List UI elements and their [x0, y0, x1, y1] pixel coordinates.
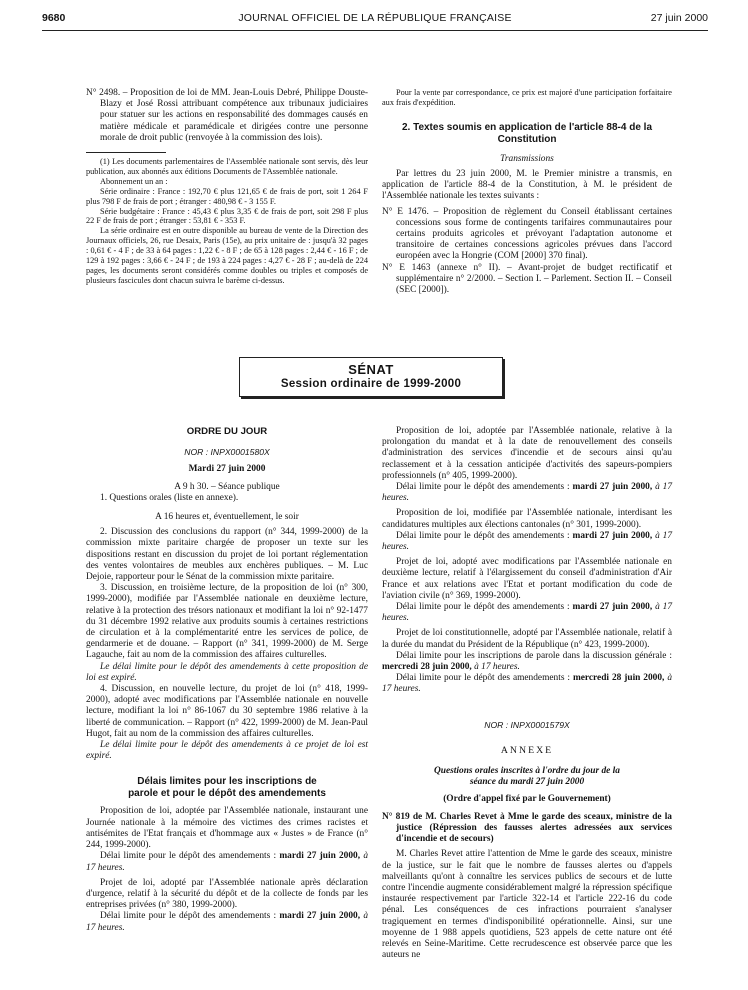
page-number: 9680: [42, 12, 66, 24]
footnote-rule: [86, 152, 166, 153]
header-date: 27 juin 2000: [650, 12, 708, 24]
soir-heading: A 16 heures et, éventuellement, le soir: [155, 512, 299, 523]
agenda-item-1: 1. Questions orales (liste en annexe).: [100, 492, 239, 503]
agenda-item-3-delai: Le délai limite pour le dépôt des amendements à cette proposition de loi est expiré.: [86, 661, 368, 683]
seance-publique: A 9 h 30. – Séance publique: [174, 481, 280, 492]
top-left-column: [86, 88, 368, 286]
transmissions-intro: Par lettres du 23 juin 2000, M. le Premier ministre a transmis, en application de l'article 88-4 de la Constitution, à M. le président de l'Assemblée nationale les textes suivants :: [382, 169, 672, 202]
item-e-1463: N° E 1463 (annexe n° II). – Avant-projet de budget rectificatif et supplémentaire n° 2/2000. – Section I. – Parlement. Section II. – Conseil (SEC [2000]).: [382, 262, 672, 296]
senat-title-box: [239, 357, 503, 397]
projet-air-france: Projet de loi, adopté avec modifications par l'Assemblée nationale en deuxième lecture, relatif à l'élargissement du conseil d'administration d'Air France et aux relations avec l'Etat et portant modification du code de l'aviation civile (n° 369, 1999-2000).: [382, 557, 672, 601]
annexe-nor: NOR : INPX0001579X: [484, 719, 570, 730]
ordre-du-jour-column: [86, 426, 368, 934]
delai-f2: Délai limite pour le dépôt des amendements : mercredi 28 juin 2000, à 17 heures.: [382, 673, 673, 695]
header-rule: [42, 30, 708, 31]
footnote-abonnement: Abonnement un an :: [100, 176, 168, 186]
ordre-appel: (Ordre d'appel fixé par le Gouvernement): [443, 794, 611, 805]
projet-mandat-president: Projet de loi constitutionnelle, adopté par l'Assemblée nationale, relatif à la durée du mandat du Président de la République (n° 423, 1999-2000).: [382, 628, 672, 650]
questions-orales-title: Questions orales inscrites à l'ordre du jour de la séance du mardi 27 juin 2000: [434, 766, 620, 788]
top-right-column: [382, 88, 672, 296]
footnote-vente: La série ordinaire est en outre disponible au bureau de vente de la Direction des Journaux officiels, 26, rue Desaix, Paris (15e), au prix unitaire de : jusqu'à 32 pages : 0,61 € - 4 F ; de 33 à 64 pages : 1,22 € - 8 F ; de 65 à 128 pages : 2,44 € - 16 F ; de 129 à 192 pages : 3,66 € - 24 F ; de 193 à 224 pages : 4,27 € - 28 F ; au-delà de 224 pages, les documents seront considérés comme doubles ou triples et composés de plusieurs fascicules dont chacun suivra le barème ci-dessus.: [86, 226, 368, 285]
correspondance-note: Pour la vente par correspondance, ce prix est majoré d'une participation forfaitaire aux frais d'expédition.: [382, 88, 672, 107]
delai-c: Délai limite pour le dépôt des amendements : mardi 27 juin 2000, à 17 heures.: [382, 482, 673, 504]
proposition-sapeurs-pompiers: Proposition de loi, adoptée par l'Assemblée nationale, relative à la prolongation du mandat et à la date de renouvellement des conseils d'administration des services d'incendie et de secours ainsi qu'au reclassement et à la cessation anticipée d'activités des sapeurs-pompiers professionnels (n° 405, 1999-2000).: [382, 426, 672, 481]
ordre-du-jour-title: ORDRE DU JOUR: [186, 426, 268, 437]
agenda-item-2: 2. Discussion des conclusions du rapport (n° 344, 1999-2000) de la commission mixte paritaire chargée de proposer un texte sur les dispositions restant en discussion du projet de loi portant réglementation des ventes volontaires de meubles aux enchères publiques. – M. Luc Dejoie, rapporteur pour le Sénat de la commission mixte paritaire.: [86, 527, 368, 583]
footnote-serie-ordinaire: Série ordinaire : France : 192,70 € plus 121,65 € de frais de port, soit 1 264 F plus 798 F de frais de port ; étranger : 480,98 € - 3 155 F.: [86, 186, 368, 206]
senat-title: SÉNAT: [348, 362, 394, 377]
proposition-journee-nationale: Proposition de loi, adoptée par l'Assemblée nationale, instaurant une Journée nationale à la mémoire des victimes des crimes racistes et antisémites de l'Etat français et d'hommage aux « Justes » de France (n° 244, 1999-2000).: [86, 806, 368, 851]
right-column: [382, 426, 672, 961]
page-header: [42, 12, 708, 28]
question-819-text: M. Charles Revet attire l'attention de Mme le garde des sceaux, ministre de la justice, sur le fait que le nombre de fausses alertes ou d'appels malveillants qu'ont à connaître les services publics de secours et de lutte contre l'incendie augmente considérablement malgré la répression spécifique instaurée respectivement par l'article 322-14 et l'article 222-16 du code pénal. Les conséquences de ces infractions pourraient s'analyser tragiquement en termes d'indisponibilité opérationnelle. Ainsi, sur une moyenne de 1 988 appels quotidiens, 523 appels de cette nature ont été relevés en Seine-Maritime. Cette recrudescence est observée parce que les auteurs ne: [382, 849, 672, 961]
delai-a: Délai limite pour le dépôt des amendements : mardi 27 juin 2000, à 17 heures.: [86, 851, 368, 873]
delai-b: Délai limite pour le dépôt des amendements : mardi 27 juin 2000, à 17 heures.: [86, 911, 368, 933]
agenda-item-3: 3. Discussion, en troisième lecture, de la proposition de loi (n° 300, 1999-2000), modifiée par l'Assemblée nationale en deuxième lecture, relative à la protection des trésors nationaux et modifiant la loi n° 92-1477 du 31 décembre 1992 relative aux produits soumis à certaines restrictions de circulation et à la complémentarité entre les services de police, de gendarmerie et de douane. – Rapport (n° 341, 1999-2000) de M. Serge Lagauche, fait au nom de la commission des affaires culturelles.: [86, 583, 368, 661]
nor-reference: NOR : INPX0001580X: [184, 447, 270, 458]
delai-f1: Délai limite pour les inscriptions de parole dans la discussion générale : mercredi 28 juin 2000, à 17 heures.: [382, 650, 672, 673]
section-88-4-title: 2. Textes soumis en application de l'article 88-4 de la Constitution: [401, 121, 653, 145]
agenda-item-4-delai: Le délai limite pour le dépôt des amendements à ce projet de loi est expiré.: [86, 740, 368, 762]
seance-date: Mardi 27 juin 2000: [188, 464, 266, 475]
footnote-serie-budgetaire: Série budgétaire : France : 45,43 € plus 3,35 € de frais de port, soit 298 F plus 22 F de frais de port ; étranger : 53,81 € - 353 F.: [86, 206, 368, 226]
delai-d: Délai limite pour le dépôt des amendements : mardi 27 juin 2000, à 17 heures.: [382, 530, 673, 553]
transmissions-heading: Transmissions: [500, 153, 554, 164]
item-e-1476: N° E 1476. – Proposition de règlement du Conseil établissant certaines concessions sous forme de contingents tarifaires communautaires pour certains produits agricoles et prévoyant l'adaptation autonome et transitoire de certaines concessions agricoles prévues dans l'accord européen avec la Hongrie (COM [2000] 370 final).: [382, 206, 672, 262]
delais-limites-title: Délais limites pour les inscriptions de parole et pour le dépôt des amendements: [128, 776, 326, 800]
footnote-1: (1) Les documents parlementaires de l'Assemblée nationale sont servis, dès leur publication, aux abonnés aux éditions Documents de l'Assemblée nationale.: [86, 157, 368, 176]
journal-title: JOURNAL OFFICIEL DE LA RÉPUBLIQUE FRANÇAISE: [238, 12, 512, 24]
session-subtitle: Session ordinaire de 1999-2000: [280, 378, 462, 390]
question-819-title: N° 819 de M. Charles Revet à Mme le garde des sceaux, ministre de la justice (Répression des fausses alertes adressées aux services d'incendie et de secours): [382, 811, 672, 845]
proposition-2498: N° 2498. – Proposition de loi de MM. Jean-Louis Debré, Philippe Douste-Blazy et José Rossi attribuant compétence aux tribunaux judiciaires pour statuer sur les actions en responsabilité des dommages causés en matière médicale et paramédicale et dirigées contre une personne morale de droit public (renvoyée à la commission des lois).: [86, 88, 368, 143]
agenda-item-4: 4. Discussion, en nouvelle lecture, du projet de loi (n° 418, 1999-2000), adopté avec modifications par l'Assemblée nationale en nouvelle lecture, modifiant la loi n° 86-1067 du 30 septembre 1986 relative à la liberté de communication. – Rapport (n° 422, 1999-2000) de M. Jean-Paul Hugot, fait au nom de la commission des affaires culturelles.: [86, 684, 368, 739]
delai-e: Délai limite pour le dépôt des amendements : mardi 27 juin 2000, à 17 heures.: [382, 602, 673, 624]
proposition-candidatures-multiples: Proposition de loi, modifiée par l'Assemblée nationale, interdisant les candidatures multiples aux élections cantonales (n° 301, 1999-2000).: [382, 508, 672, 530]
annexe-title: ANNEXE: [500, 744, 554, 756]
projet-securite-fonds: Projet de loi, adopté par l'Assemblée nationale après déclaration d'urgence, relatif à la sécurité du dépôt et de la collecte de fonds par les entreprises privées (n° 380, 1999-2000).: [86, 877, 368, 911]
